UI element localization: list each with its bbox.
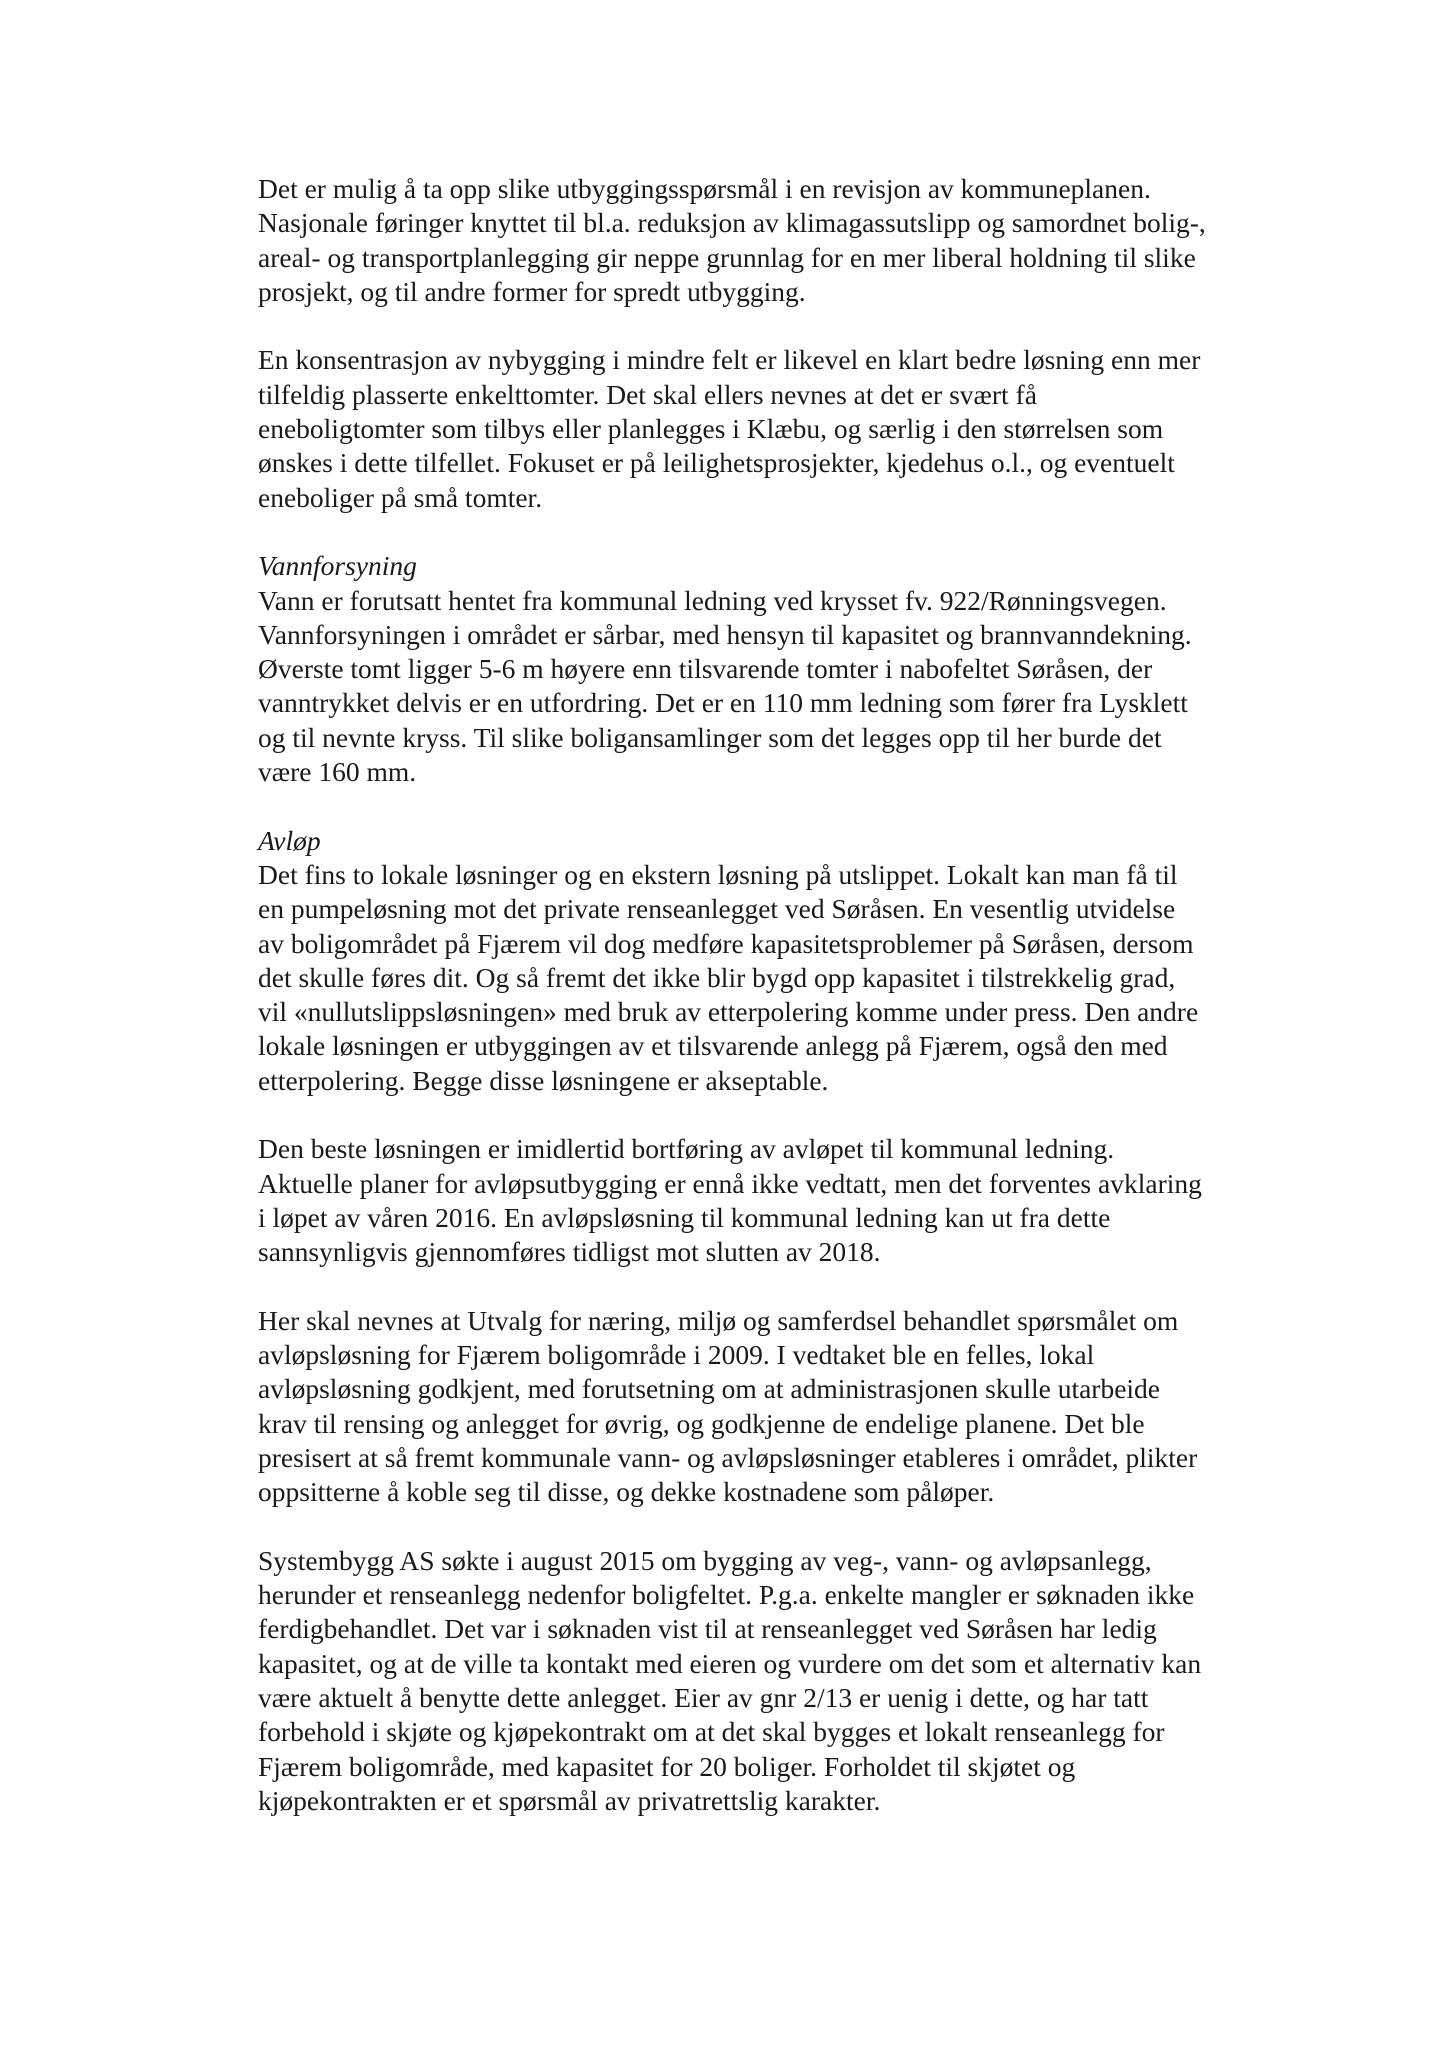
- text-line: vil «nullutslippsløsningen» med bruk av etterpolering komme under press. Den andre: [258, 996, 1199, 1028]
- text-line: Det fins to lokale løsninger og en ekstern løsning på utslippet. Lokalt kan man få til: [258, 858, 1178, 890]
- text-line: av boligområdet på Fjærem vil dog medføre kapasitetsproblemer på Søråsen, dersom: [258, 927, 1194, 959]
- text-line: avløpsløsning for Fjærem boligområde i 2009. I vedtaket ble en felles, lokal: [258, 1339, 1095, 1371]
- text-line: ferdigbehandlet. Det var i søknaden vist til at renseanlegget ved Søråsen har ledig: [258, 1613, 1157, 1645]
- text-line: etterpolering. Begge disse løsningene er akseptable.: [258, 1064, 829, 1096]
- text-line: oppsitterne å koble seg til disse, og dekke kostnadene som påløper.: [258, 1476, 995, 1508]
- text-line: være 160 mm.: [258, 756, 417, 788]
- document-body: [258, 172, 1268, 1853]
- text-line: En konsentrasjon av nybygging i mindre felt er likevel en klart bedre løsning enn mer: [258, 344, 1201, 376]
- text-line: Systembygg AS søkte i august 2015 om bygging av veg-, vann- og avløpsanlegg,: [258, 1544, 1152, 1576]
- text-line: Vannforsyningen i området er sårbar, med hensyn til kapasitet og brannvanndekning.: [258, 618, 1192, 650]
- text-line: Vann er forutsatt hentet fra kommunal ledning ved krysset fv. 922/Rønningsvegen.: [258, 584, 1167, 616]
- text-line: prosjekt, og til andre former for spredt utbygging.: [258, 275, 806, 307]
- text-line: tilfeldig plasserte enkelttomter. Det skal ellers nevnes at det er svært få: [258, 378, 1037, 410]
- text-line: Fjærem boligområde, med kapasitet for 20 boliger. Forholdet til skjøtet og: [258, 1750, 1076, 1782]
- text-line: presisert at så fremt kommunale vann- og avløpsløsninger etableres i området, plikter: [258, 1441, 1198, 1473]
- paragraph-systembygg: [258, 1544, 1268, 1818]
- text-line: herunder et renseanlegg nedenfor boligfeltet. P.g.a. enkelte mangler er søknaden ikke: [258, 1579, 1195, 1611]
- section-avlop: [258, 824, 1268, 1098]
- text-line: Den beste løsningen er imidlertid bortføring av avløpet til kommunal ledning.: [258, 1133, 1115, 1165]
- text-line: i løpet av våren 2016. En avløpsløsning til kommunal ledning kan ut fra dette: [258, 1201, 1111, 1233]
- text-line: vanntrykket delvis er en utfordring. Det er en 110 mm ledning som fører fra Lysklett: [258, 687, 1188, 719]
- text-line: krav til rensing og anlegget for øvrig, og godkjenne de endelige planene. Det ble: [258, 1407, 1145, 1439]
- text-line: eneboligtomter som tilbys eller planlegges i Klæbu, og særlig i den størrelsen som: [258, 413, 1164, 445]
- text-line: lokale løsningen er utbyggingen av et tilsvarende anlegg på Fjærem, også den med: [258, 1030, 1168, 1062]
- text-line: og til nevnte kryss. Til slike boligansamlinger som det legges opp til her burde det: [258, 721, 1162, 753]
- paragraph-kommuneplan: [258, 172, 1268, 309]
- text-line: en pumpeløsning mot det private renseanlegget ved Søråsen. En vesentlig utvidelse: [258, 893, 1176, 925]
- text-line: være aktuelt å benytte dette anlegget. Eier av gnr 2/13 er uenig i dette, og har tatt: [258, 1682, 1149, 1714]
- section-heading-avlop: Avløp: [258, 824, 321, 856]
- text-line: sannsynligvis gjennomføres tidligst mot slutten av 2018.: [258, 1236, 881, 1268]
- text-line: Her skal nevnes at Utvalg for næring, miljø og samferdsel behandlet spørsmålet om: [258, 1304, 1179, 1336]
- text-line: Aktuelle planer for avløpsutbygging er ennå ikke vedtatt, men det forventes avklaring: [258, 1167, 1202, 1199]
- text-line: Øverste tomt ligger 5-6 m høyere enn tilsvarende tomter i nabofeltet Søråsen, der: [258, 653, 1153, 685]
- text-line: forbehold i skjøte og kjøpekontrakt om at det skal bygges et lokalt renseanlegg for: [258, 1716, 1165, 1748]
- text-line: eneboliger på små tomter.: [258, 481, 543, 513]
- section-heading-vannforsyning: Vannforsyning: [258, 550, 417, 582]
- text-line: kapasitet, og at de ville ta kontakt med eieren og vurdere om det som et alternativ kan: [258, 1647, 1202, 1679]
- text-line: det skulle føres dit. Og så fremt det ikke blir bygd opp kapasitet i tilstrekkelig grad,: [258, 961, 1176, 993]
- text-line: Nasjonale føringer knyttet til bl.a. reduksjon av klimagassutslipp og samordnet bolig-,: [258, 207, 1206, 239]
- paragraph-beste-losning: [258, 1132, 1268, 1269]
- paragraph-konsentrasjon: [258, 343, 1268, 514]
- text-line: Det er mulig å ta opp slike utbyggingsspørsmål i en revisjon av kommuneplanen.: [258, 173, 1151, 204]
- paragraph-utvalg-vedtak: [258, 1304, 1268, 1510]
- text-line: kjøpekontrakten er et spørsmål av privatrettslig karakter.: [258, 1784, 881, 1816]
- text-line: ønskes i dette tilfellet. Fokuset er på leilighetsprosjekter, kjedehus o.l., og eventuelt: [258, 447, 1175, 479]
- text-line: avløpsløsning godkjent, med forutsetning om at administrasjonen skulle utarbeide: [258, 1373, 1160, 1405]
- section-vannforsyning: [258, 549, 1268, 789]
- text-line: areal- og transportplanlegging gir neppe grunnlag for en mer liberal holdning til slike: [258, 241, 1196, 273]
